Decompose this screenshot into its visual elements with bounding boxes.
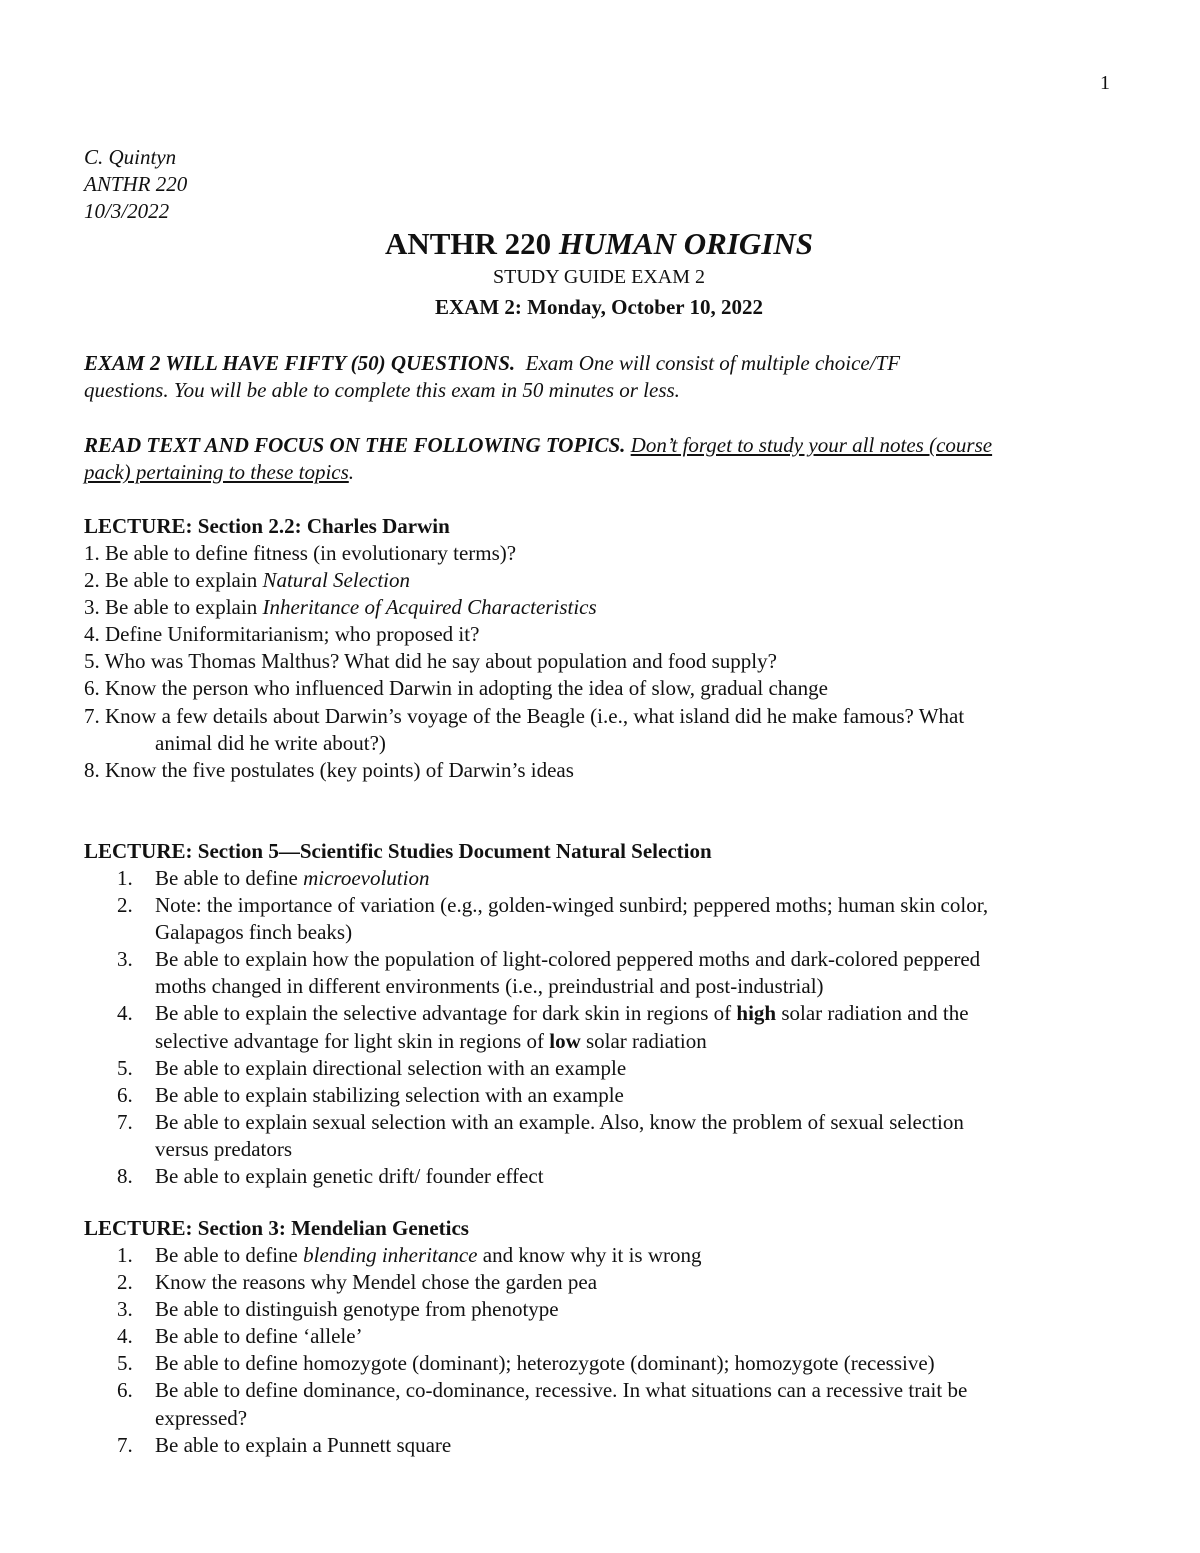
list-item: 5. Be able to define homozygote (dominant); heterozygote (dominant); homozygote (recessive)	[117, 1351, 935, 1376]
author-name: C. Quintyn	[84, 145, 177, 169]
list-item: 6. Be able to define dominance, co-dominance, recessive. In what situations can a recessive trait be expressed?	[117, 1378, 968, 1430]
list-item: 1. Be able to define microevolution	[117, 866, 430, 890]
list-item: 8. Know the five postulates (key points) of Darwin’s ideas	[84, 757, 574, 782]
section-mendelian-genetics	[84, 1215, 1120, 1459]
intro-text: Exam One will consist of multiple choice/TF	[525, 351, 901, 375]
list-item-continuation: animal did he write about?)	[155, 730, 386, 755]
section-heading: LECTURE: Section 2.2: Charles Darwin	[84, 514, 450, 538]
list-item: 3. Be able to explain how the population of light-colored peppered moths and dark-colored peppered moths changed in different environments (i.e., preindustrial and post-industrial)	[117, 947, 981, 999]
topic-list	[84, 540, 1120, 784]
page-subtitle: STUDY GUIDE EXAM 2	[492, 266, 706, 288]
title-course-code: ANTHR 220	[384, 226, 552, 261]
reading-note-end: .	[348, 460, 355, 484]
list-item: 4. Be able to define ‘allele’	[117, 1324, 363, 1349]
list-item: 2. Be able to explain Natural Selection	[84, 568, 411, 593]
title-block	[84, 226, 1114, 322]
list-item: 1. Be able to define fitness (in evolutionary terms)?	[84, 541, 517, 565]
topic-list	[84, 1242, 1120, 1459]
reading-note-underlined: Don’t forget to study your all notes (course	[630, 433, 993, 457]
list-item: 7. Be able to explain sexual selection with an example. Also, know the problem of sexual selection versus predators	[117, 1109, 964, 1161]
list-item: 7. Know a few details about Darwin’s voyage of the Beagle (i.e., what island did he make famous? What	[84, 703, 965, 728]
reading-note	[84, 432, 1114, 486]
list-item: 5. Be able to explain directional selection with an example	[117, 1055, 627, 1080]
section-charles-darwin	[84, 513, 1120, 784]
header-block	[84, 144, 187, 225]
list-item: 1. Be able to define blending inheritance and know why it is wrong	[117, 1243, 702, 1267]
list-item: 4. Be able to explain the selective advantage for dark skin in regions of high solar radiation and the selective advantage for light skin in regions of low solar radiation	[117, 1001, 969, 1053]
intro-emphasis: EXAM 2 WILL HAVE FIFTY (50) QUESTIONS.	[84, 351, 516, 375]
title-course-name: HUMAN ORIGINS	[558, 226, 814, 261]
list-item: 2. Note: the importance of variation (e.g., golden-winged sunbird; peppered moths; human skin color, Galapagos finch beaks)	[117, 893, 989, 945]
course-code: ANTHR 220	[84, 172, 188, 196]
list-item: 3. Be able to distinguish genotype from phenotype	[117, 1297, 559, 1322]
list-item: 3. Be able to explain Inheritance of Acquired Characteristics	[84, 595, 597, 620]
reading-note-underlined-line2: pack) pertaining to these topics	[84, 460, 349, 484]
exam-date: EXAM 2: Monday, October 10, 2022	[434, 295, 763, 319]
section-heading: LECTURE: Section 3: Mendelian Genetics	[84, 1216, 469, 1240]
list-item: 6. Be able to explain stabilizing selection with an example	[117, 1082, 624, 1107]
section-heading: LECTURE: Section 5—Scientific Studies Document Natural Selection	[84, 839, 712, 863]
document-date: 10/3/2022	[84, 199, 170, 223]
list-item: 4. Define Uniformitarianism; who proposed it?	[84, 622, 480, 647]
intro-paragraph	[84, 350, 1114, 404]
topic-list	[84, 865, 1120, 1190]
list-item: 5. Who was Thomas Malthus? What did he say about population and food supply?	[84, 649, 777, 674]
list-item: 2. Know the reasons why Mendel chose the garden pea	[117, 1270, 598, 1295]
section-natural-selection	[84, 838, 1120, 1190]
intro-text-line2: questions. You will be able to complete this exam in 50 minutes or less.	[84, 378, 680, 402]
page-number: 1	[1100, 72, 1110, 94]
list-item: 8. Be able to explain genetic drift/ founder effect	[117, 1164, 544, 1189]
reading-note-emphasis: READ TEXT AND FOCUS ON THE FOLLOWING TOPICS.	[84, 433, 626, 457]
list-item: 7. Be able to explain a Punnett square	[117, 1432, 452, 1457]
page-title	[84, 226, 1114, 262]
list-item: 6. Know the person who influenced Darwin in adopting the idea of slow, gradual change	[84, 676, 828, 701]
